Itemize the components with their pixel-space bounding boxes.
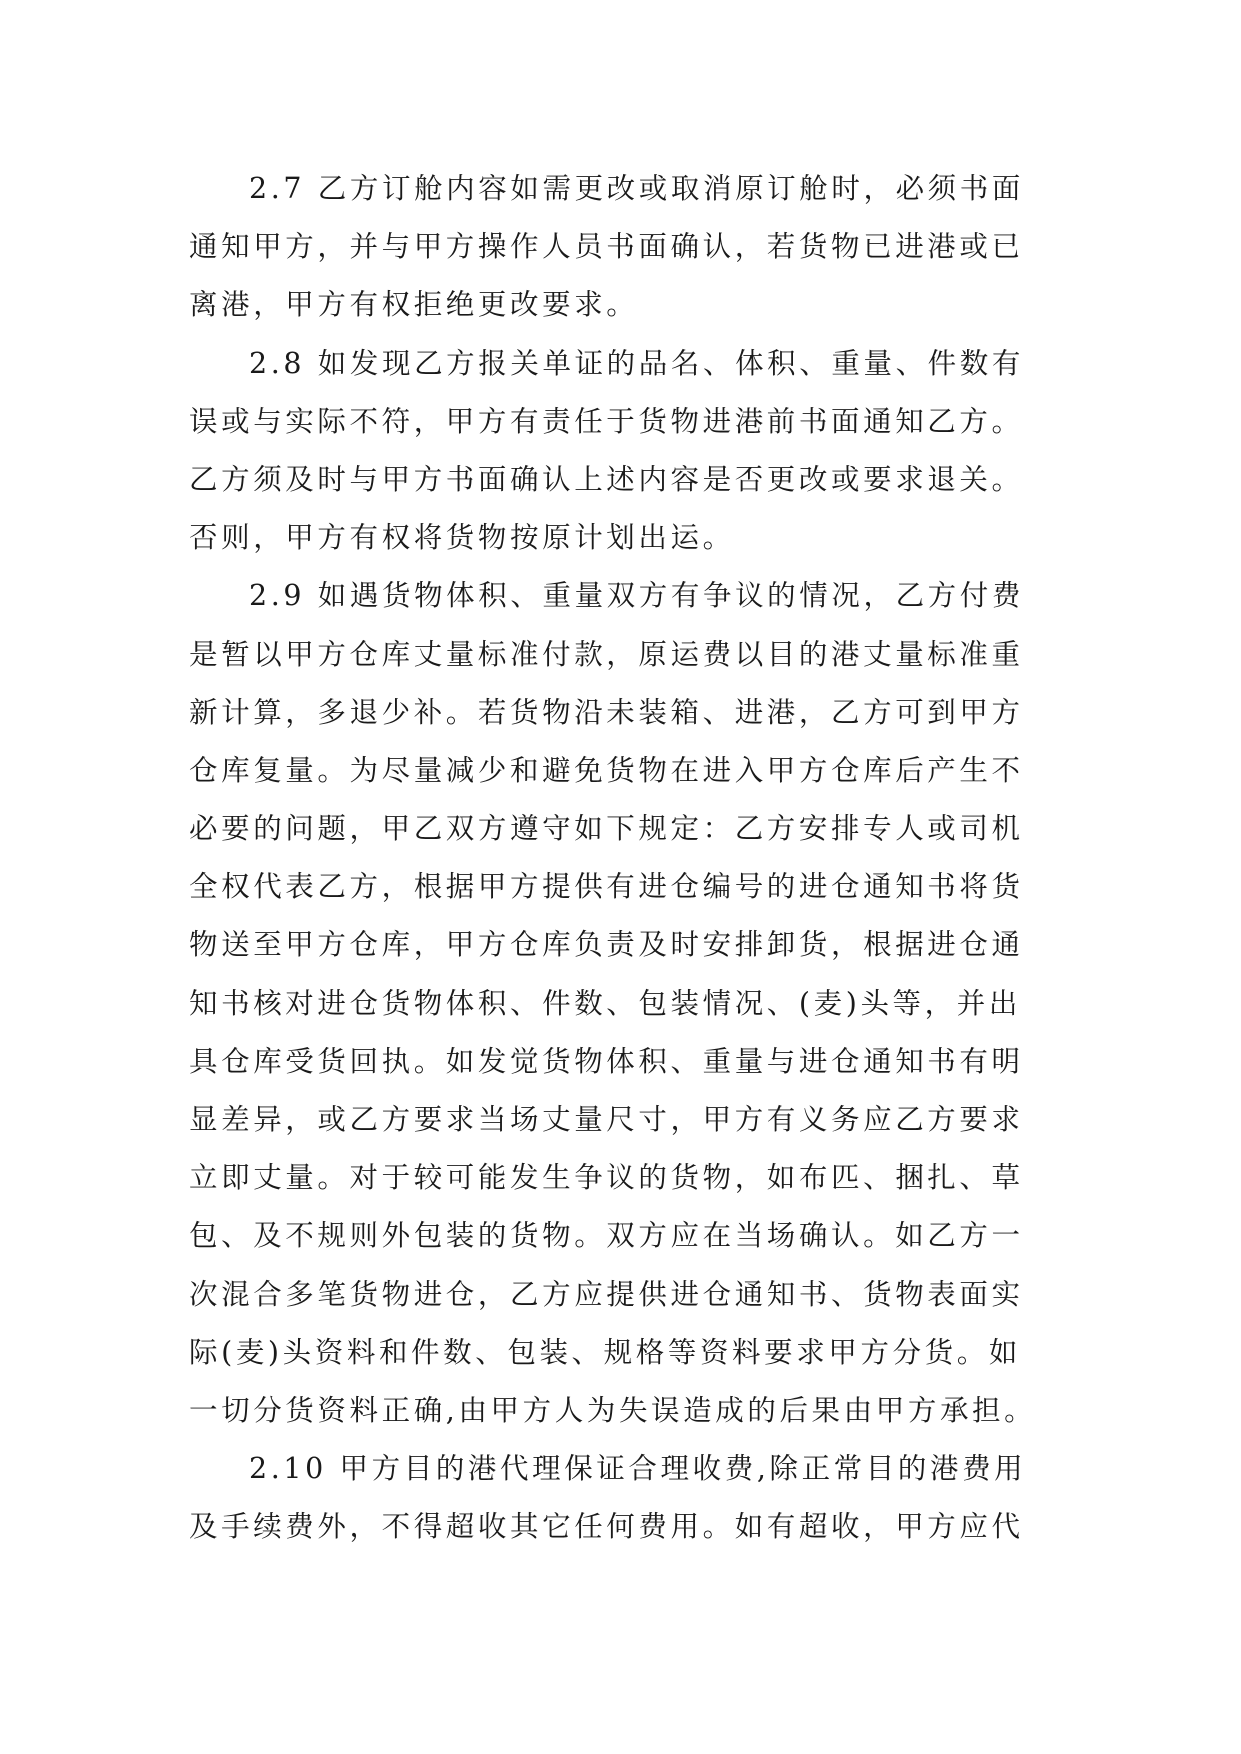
paragraph-line: 新计算，多退少补。若货物沿未装箱、进港，乙方可到甲方 <box>189 695 1024 729</box>
paragraph-line: 物送至甲方仓库，甲方仓库负责及时安排卸货，根据进仓通 <box>189 928 1024 962</box>
paragraph-line: 通知甲方，并与甲方操作人员书面确认，若货物已进港或已 <box>189 230 1024 264</box>
paragraph-2-10 <box>189 1440 1051 1556</box>
paragraph-2-9 <box>189 567 1051 1440</box>
paragraph-2-7 <box>189 160 1051 335</box>
paragraph-line: 次混合多笔货物进仓，乙方应提供进仓通知书、货物表面实 <box>189 1277 1024 1311</box>
paragraph-line: 2.7 乙方订舱内容如需更改或取消原订舱时，必须书面 <box>249 172 1024 205</box>
paragraph-line: 乙方须及时与甲方书面确认上述内容是否更改或要求退关。 <box>189 462 1024 496</box>
paragraph-line: 否则，甲方有权将货物按原计划出运。 <box>189 521 735 555</box>
paragraph-line: 2.8 如发现乙方报关单证的品名、体积、重量、件数有 <box>249 346 1024 380</box>
paragraph-line: 误或与实际不符，甲方有责任于货物进港前书面通知乙方。 <box>189 404 1024 438</box>
paragraph-line: 是暂以甲方仓库丈量标准付款，原运费以目的港丈量标准重 <box>189 637 1024 671</box>
paragraph-line: 及手续费外，不得超收其它任何费用。如有超收，甲方应代 <box>189 1510 1024 1544</box>
document-body <box>189 160 1051 1557</box>
paragraph-line: 必要的问题，甲乙双方遵守如下规定：乙方安排专人或司机 <box>189 812 1024 846</box>
paragraph-line: 显差异，或乙方要求当场丈量尺寸，甲方有义务应乙方要求 <box>189 1103 1024 1136</box>
paragraph-line: 立即丈量。对于较可能发生争议的货物，如布匹、捆扎、草 <box>189 1161 1024 1195</box>
paragraph-line: 一切分货资料正确,由甲方人为失误造成的后果由甲方承担。 <box>189 1393 1037 1427</box>
paragraph-line: 离港，甲方有权拒绝更改要求。 <box>189 288 639 322</box>
paragraph-line: 具仓库受货回执。如发觉货物体积、重量与进仓通知书有明 <box>189 1044 1024 1078</box>
paragraph-line: 知书核对进仓货物体积、件数、包装情况、(麦)头等，并出 <box>189 986 1021 1020</box>
paragraph-line: 全权代表乙方，根据甲方提供有进仓编号的进仓通知书将货 <box>189 870 1024 904</box>
paragraph-line: 2.9 如遇货物体积、重量双方有争议的情况，乙方付费 <box>249 579 1024 613</box>
paragraph-line: 2.10 甲方目的港代理保证合理收费,除正常目的港费用 <box>249 1452 1027 1486</box>
paragraph-line: 际(麦)头资料和件数、包装、规格等资料要求甲方分货。如 <box>189 1335 1021 1369</box>
paragraph-line: 仓库复量。为尽量减少和避免货物在进入甲方仓库后产生不 <box>189 753 1024 787</box>
paragraph-2-8 <box>189 335 1051 568</box>
paragraph-line: 包、及不规则外包装的货物。双方应在当场确认。如乙方一 <box>189 1219 1024 1253</box>
